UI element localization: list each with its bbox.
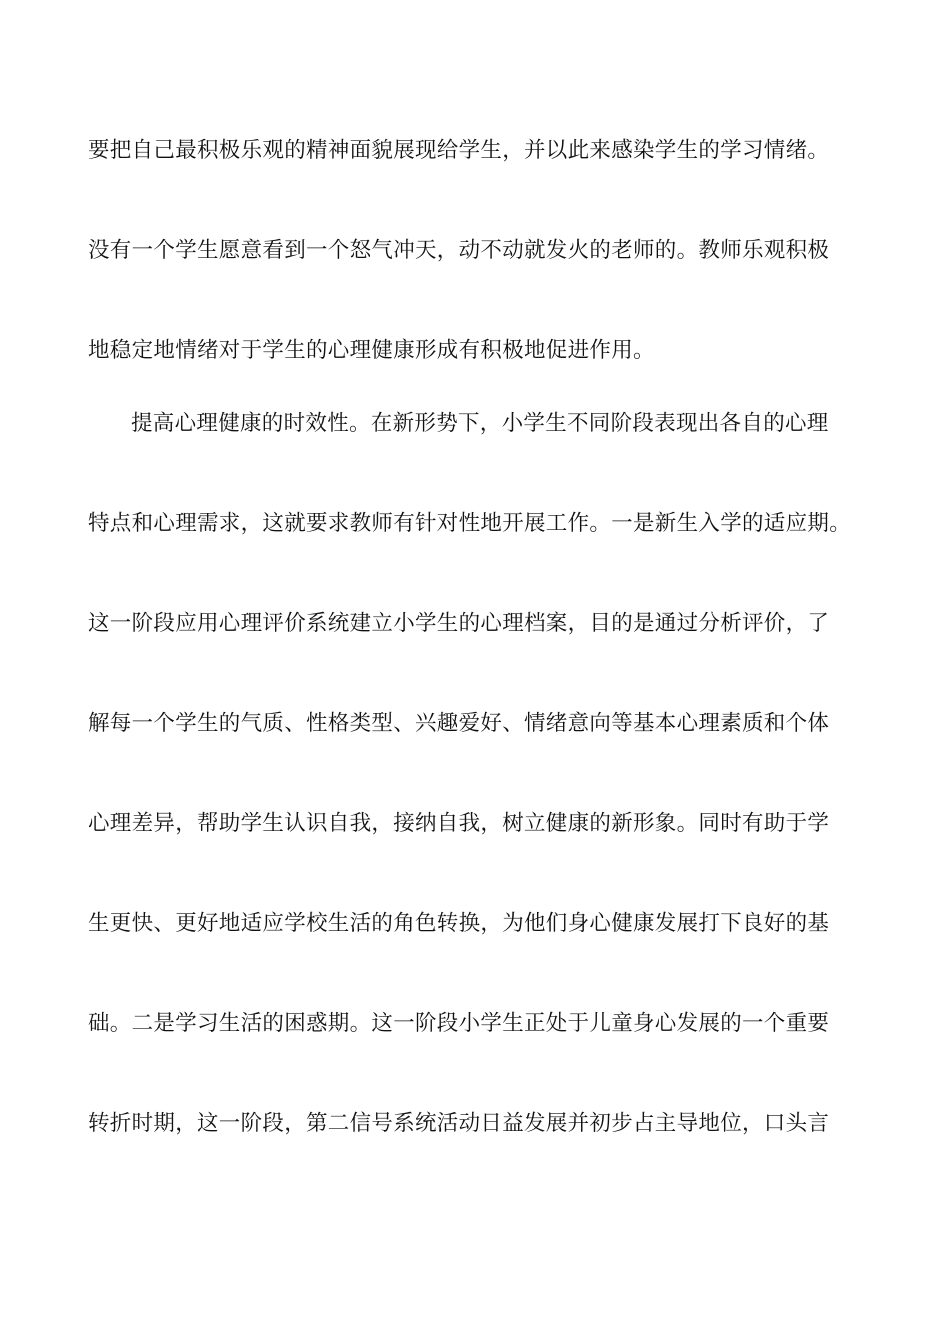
text-line-7: 解每一个学生的气质、性格类型、兴趣爱好、情绪意向等基本心理素质和个体 [88, 711, 830, 736]
text-line-6: 这一阶段应用心理评价系统建立小学生的心理档案，目的是通过分析评价，了 [88, 611, 830, 636]
text-line-1: 要把自己最积极乐观的精神面貌展现给学生，并以此来感染学生的学习情绪。 [88, 138, 830, 163]
text-line-2: 没有一个学生愿意看到一个怒气冲天，动不动就发火的老师的。教师乐观积极 [88, 238, 830, 263]
text-line-11: 转折时期，这一阶段，第二信号系统活动日益发展并初步占主导地位，口头言 [88, 1111, 830, 1136]
text-line-5: 特点和心理需求，这就要求教师有针对性地开展工作。一是新生入学的适应期。 [88, 511, 852, 536]
text-line-8: 心理差异，帮助学生认识自我，接纳自我，树立健康的新形象。同时有助于学 [88, 811, 830, 836]
text-line-4-paragraph-start: 提高心理健康的时效性。在新形势下，小学生不同阶段表现出各自的心理 [131, 411, 829, 436]
text-line-3: 地稳定地情绪对于学生的心理健康形成有积极地促进作用。 [88, 338, 655, 363]
text-line-9: 生更快、更好地适应学校生活的角色转换，为他们身心健康发展打下良好的基 [88, 911, 830, 936]
text-line-10: 础。二是学习生活的困惑期。这一阶段小学生正处于儿童身心发展的一个重要 [88, 1011, 830, 1036]
